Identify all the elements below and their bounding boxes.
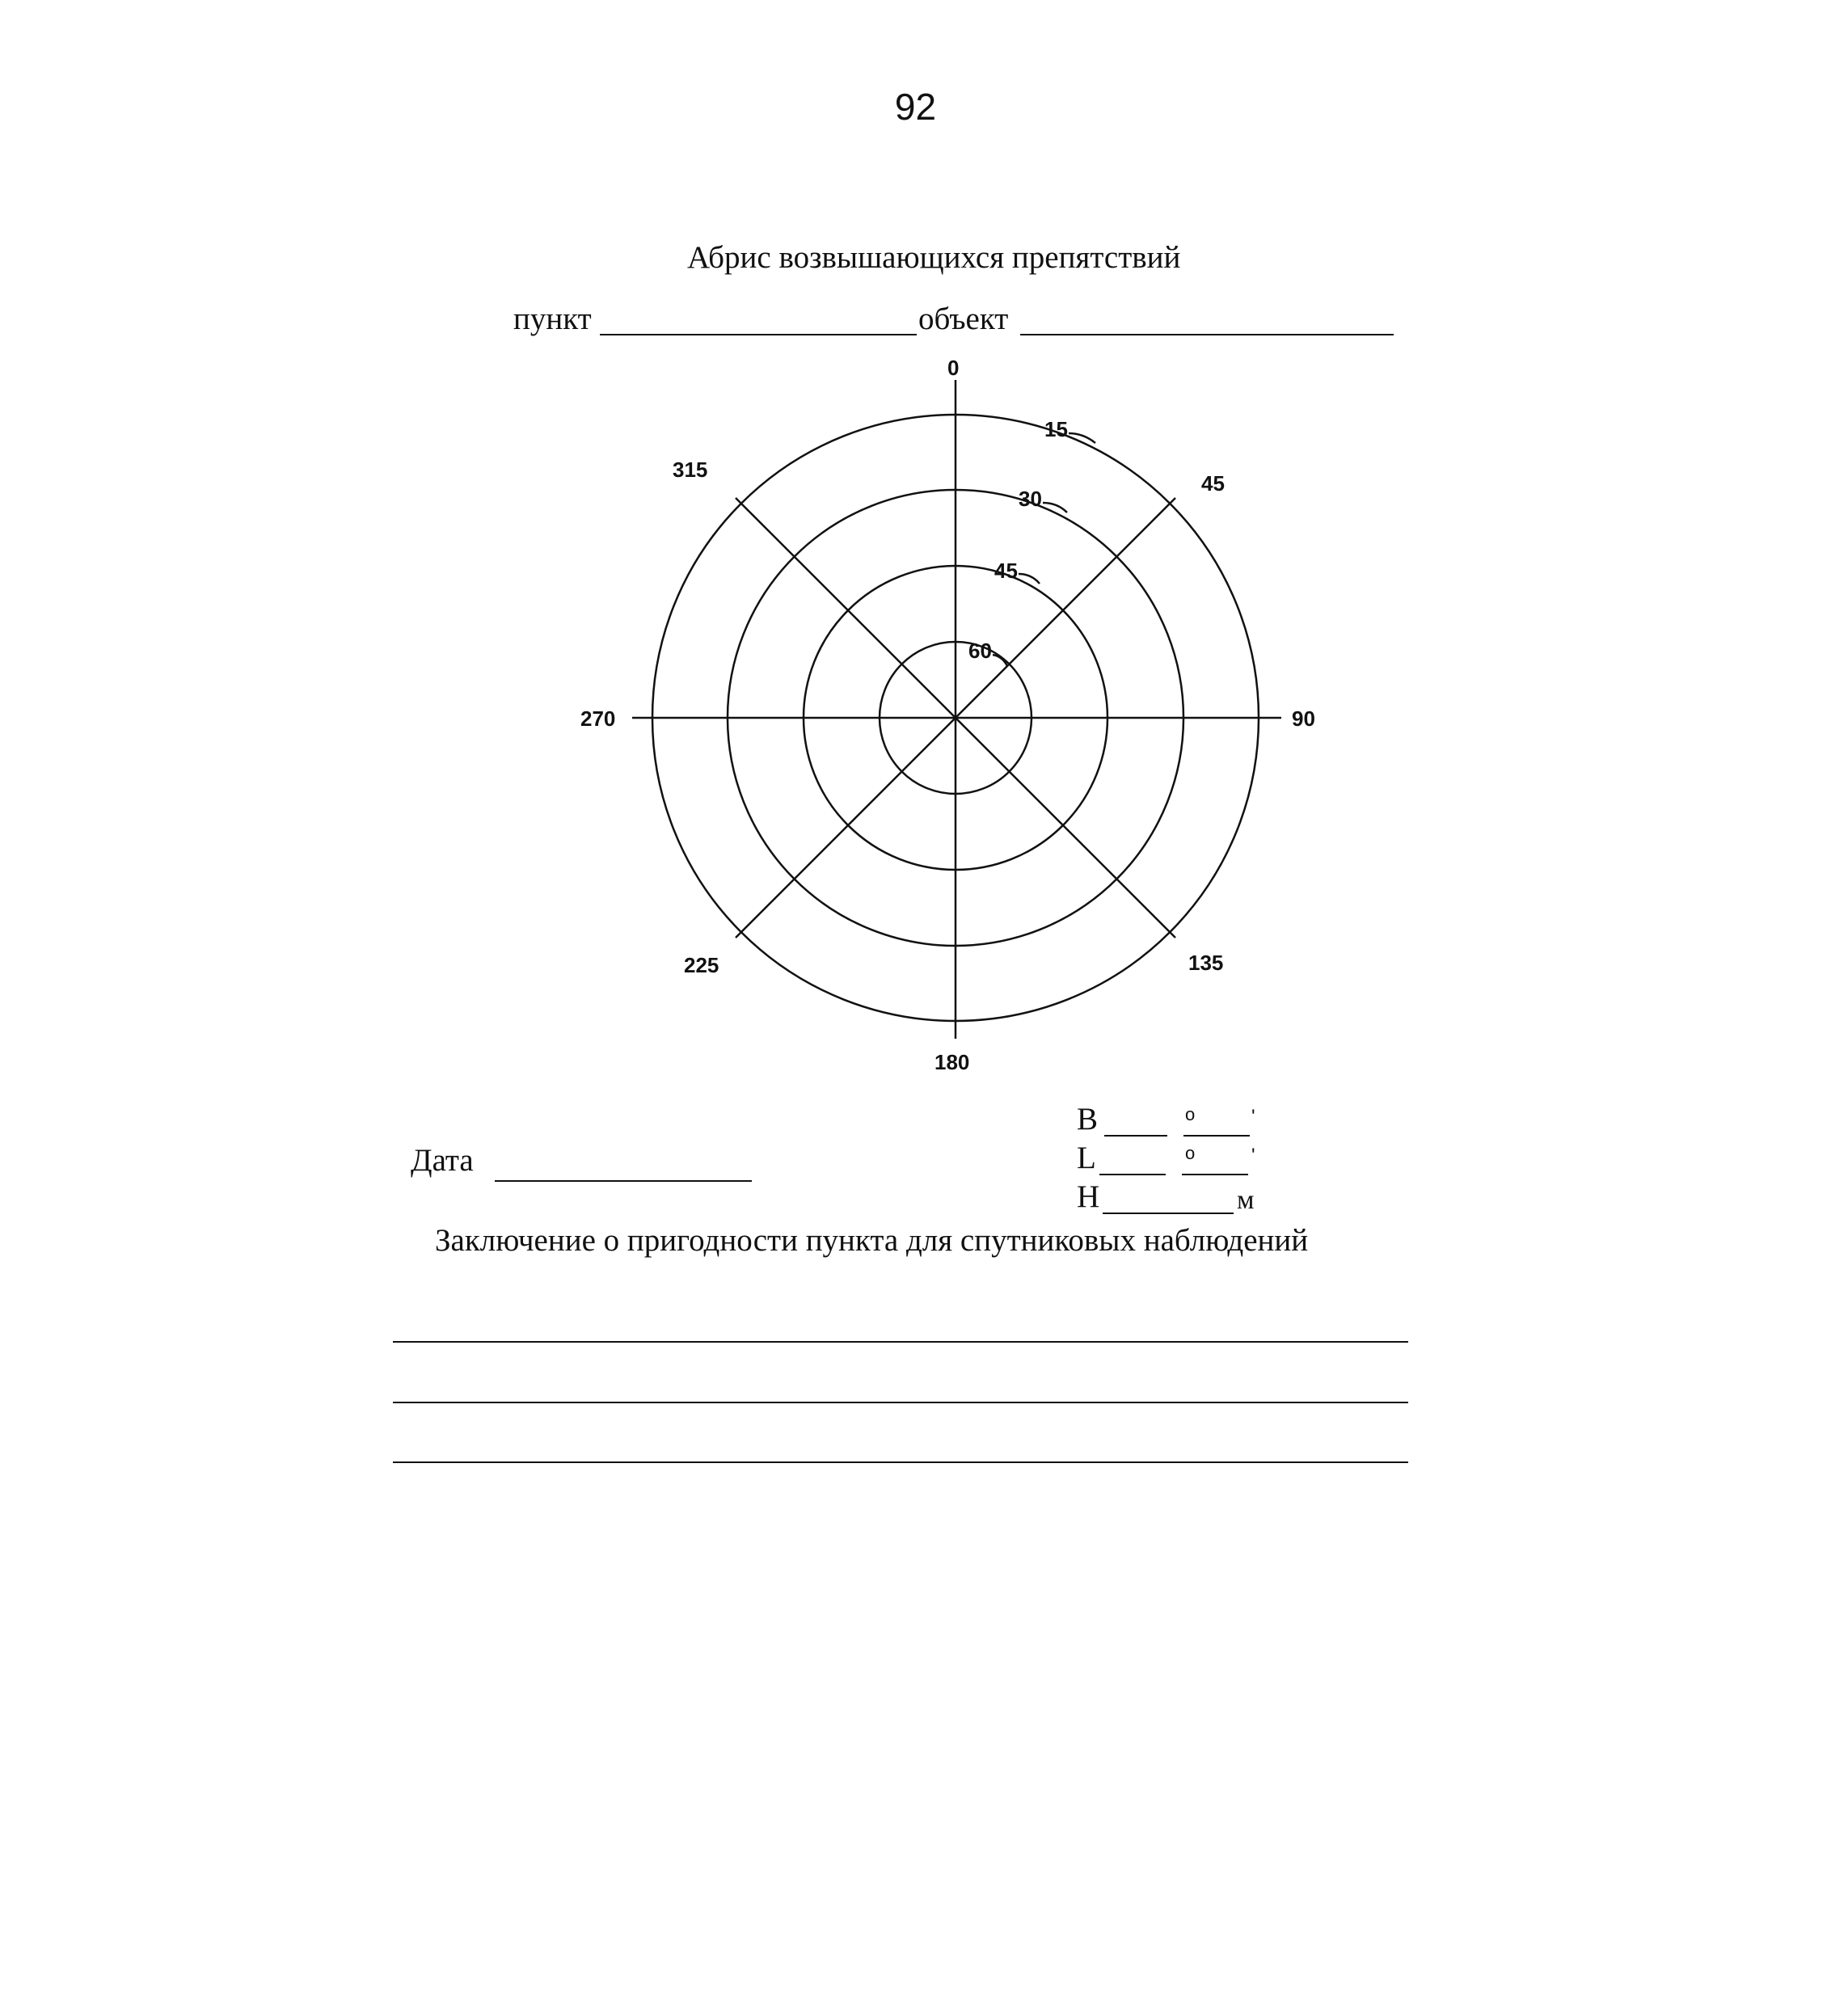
elevation-label-45: 45	[994, 559, 1018, 583]
latitude-degree-symbol: o	[1185, 1104, 1196, 1124]
point-label: пункт	[513, 302, 592, 336]
conclusion-title: Заключение о пригодности пункта для спутниковых наблюдений	[435, 1223, 1309, 1258]
longitude-minute-symbol: '	[1251, 1145, 1255, 1166]
object-blank-line	[1020, 334, 1394, 335]
conclusion-line	[393, 1402, 1408, 1403]
longitude-label: L	[1077, 1141, 1096, 1175]
conclusion-line	[393, 1461, 1408, 1463]
leader-45	[1019, 574, 1040, 584]
longitude-degree-symbol: o	[1185, 1143, 1196, 1163]
height-blank	[1103, 1213, 1234, 1214]
object-label: объект	[918, 302, 1009, 336]
elevation-label-30: 30	[1019, 487, 1042, 511]
point-blank-line	[600, 334, 917, 335]
longitude-minutes-blank	[1182, 1174, 1248, 1175]
azimuth-label-270: 270	[580, 706, 616, 731]
height-label: H	[1077, 1179, 1100, 1214]
polar-obstruction-chart	[566, 356, 1315, 1083]
azimuth-label-0: 0	[947, 356, 960, 380]
date-label: Дата	[411, 1143, 474, 1178]
latitude-label: B	[1077, 1102, 1099, 1137]
elevation-label-60: 60	[968, 639, 992, 663]
azimuth-label-225: 225	[684, 953, 719, 977]
document-title: Абрис возвышающихся препятствий	[687, 240, 1181, 275]
height-unit: м	[1237, 1185, 1255, 1215]
elevation-label-15: 15	[1044, 417, 1068, 441]
azimuth-label-315: 315	[673, 458, 708, 482]
azimuth-label-135: 135	[1188, 951, 1224, 975]
latitude-degrees-blank	[1104, 1135, 1167, 1137]
leader-30	[1043, 503, 1067, 512]
latitude-minutes-blank	[1183, 1135, 1250, 1137]
azimuth-label-90: 90	[1292, 706, 1315, 731]
longitude-degrees-blank	[1099, 1174, 1166, 1175]
azimuth-label-45: 45	[1201, 471, 1225, 496]
date-blank-line	[495, 1180, 752, 1182]
azimuth-label-180: 180	[934, 1050, 970, 1074]
latitude-minute-symbol: '	[1251, 1106, 1255, 1128]
page-number: 92	[894, 86, 937, 128]
conclusion-line	[393, 1341, 1408, 1343]
